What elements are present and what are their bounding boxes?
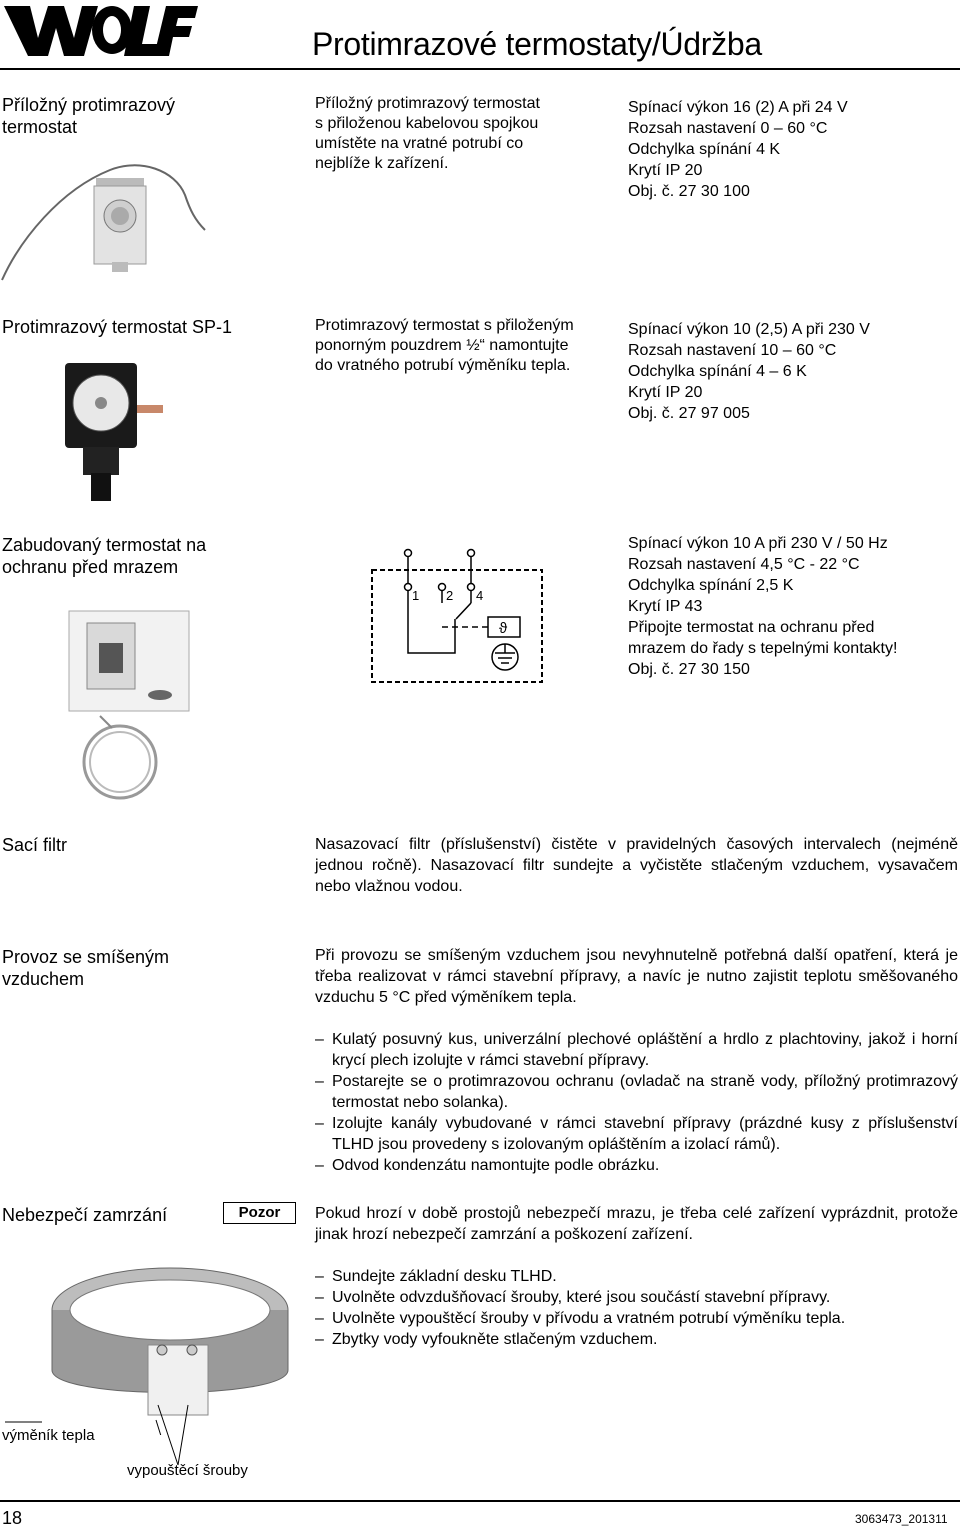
terminal-4-label: 4 <box>476 588 484 603</box>
section1-specs: Spínací výkon 16 (2) A při 24 V Rozsah nastavení 0 – 60 °C Odchylka spínání 4 K Krytí IP 20 Obj. č. 27 30 100 <box>628 99 848 200</box>
filter-text: Nasazovací filtr (příslušenství) čistěte v pravidelných časových intervalech (nejméně jednou ročně). Nasazovací filtr sundejte a vyčistěte stlačeným vzduchem, vysavačem nebo vlažnou vodou. <box>315 836 958 895</box>
list-item: – Izolujte kanály vybudované v rámci stavební přípravy (prázdné kusy z příslušenství TLHD jsou provedeny s izolovaným opláštěním a izolací rámů). <box>315 1113 958 1155</box>
document-code: 3063473_201311 <box>855 1512 948 1526</box>
sp1-thermostat-image <box>55 355 170 505</box>
wolf-logo <box>0 0 198 60</box>
wiring-diagram <box>370 545 545 685</box>
mixed-air-text: Při provozu se smíšeným vzduchem jsou nevyhnutelně potřebná další opatření, která je třeba realizovat v rámci stavební přípravy, a navíc je nutno zajistit teplotu směšovaného vzduchu 5 °C před výměníkem tepla. <box>315 947 958 1006</box>
section2-specs: Spínací výkon 10 (2,5) A při 230 V Rozsah nastavení 10 – 60 °C Odchylka spínání 4 – 6 K Krytí IP 20 Obj. č. 27 97 005 <box>628 321 870 422</box>
section1-heading: Příložný protimrazový termostat <box>2 95 176 137</box>
footer-rule <box>0 1500 960 1502</box>
exchanger-caption: výměník tepla <box>2 1427 95 1444</box>
page-number: 18 <box>2 1508 23 1528</box>
list-item: – Sundejte základní desku TLHD. <box>315 1266 958 1287</box>
section3-specs: Spínací výkon 10 A při 230 V / 50 Hz Rozsah nastavení 4,5 °C - 22 °C Odchylka spínání 2,5 K Krytí IP 43 Připojte termostat na ochranu před mrazem do řady s tepelnými kontakty! Obj. č. 27 30 150 <box>628 535 898 678</box>
freeze-text: Pokud hrozí v době prostojů nebezpečí mrazu, je třeba celé zařízení vyprázdnit, protože jinak hrozí nebezpečí zamrzání a poškození zařízení. <box>315 1205 958 1243</box>
list-item: – Zbytky vody vyfoukněte stlačeným vzduchem. <box>315 1329 958 1350</box>
list-item: – Kulatý posuvný kus, univerzální plechové opláštění a hrdlo z plachtoviny, jakož i horní krycí plech izolujte v rámci stavební přípravy. <box>315 1029 958 1071</box>
filter-heading: Sací filtr <box>2 835 68 855</box>
header-rule <box>0 68 960 70</box>
capillary-tube-image <box>60 712 220 807</box>
page-title: Protimrazové termostaty/Údržba <box>312 26 762 62</box>
freeze-list <box>315 1266 958 1350</box>
list-item: – Odvod kondenzátu namontujte podle obrázku. <box>315 1155 958 1176</box>
list-item: – Postarejte se o protimrazovou ochranu (ovladač na straně vody, příložný protimrazový termostat nebo solanka). <box>315 1071 958 1113</box>
freeze-heading: Nebezpečí zamrzání <box>2 1205 168 1225</box>
builtin-thermostat-image <box>65 605 200 715</box>
mixed-air-list <box>315 1029 958 1176</box>
section2-heading: Protimrazový termostat SP-1 <box>2 317 233 337</box>
section3-heading: Zabudovaný termostat na ochranu před mrazem <box>2 535 207 577</box>
mixed-air-heading: Provoz se smíšeným vzduchem <box>2 947 170 989</box>
list-item: – Uvolněte vypouštěcí šrouby v přívodu a vratném potrubí výměníku tepla. <box>315 1308 958 1329</box>
temperature-symbol: ϑ <box>499 620 508 637</box>
list-item: – Uvolněte odvzdušňovací šrouby, které jsou součástí stavební přípravy. <box>315 1287 958 1308</box>
terminal-2-label: 2 <box>446 588 454 603</box>
warning-badge: Pozor <box>223 1202 296 1224</box>
section1-description: Příložný protimrazový termostat s přiloženou kabelovou spojkou umístěte na vratné potrubí co nejblíže k zařízení. <box>315 95 540 172</box>
terminal-1-label: 1 <box>412 588 420 603</box>
section2-description: Protimrazový termostat s přiloženým ponorným pouzdrem ½“ namontujte do vratného potrubí výměníku tepla. <box>315 317 574 374</box>
screws-caption: vypouštěcí šrouby <box>127 1462 248 1479</box>
clamp-thermostat-image <box>0 150 215 290</box>
